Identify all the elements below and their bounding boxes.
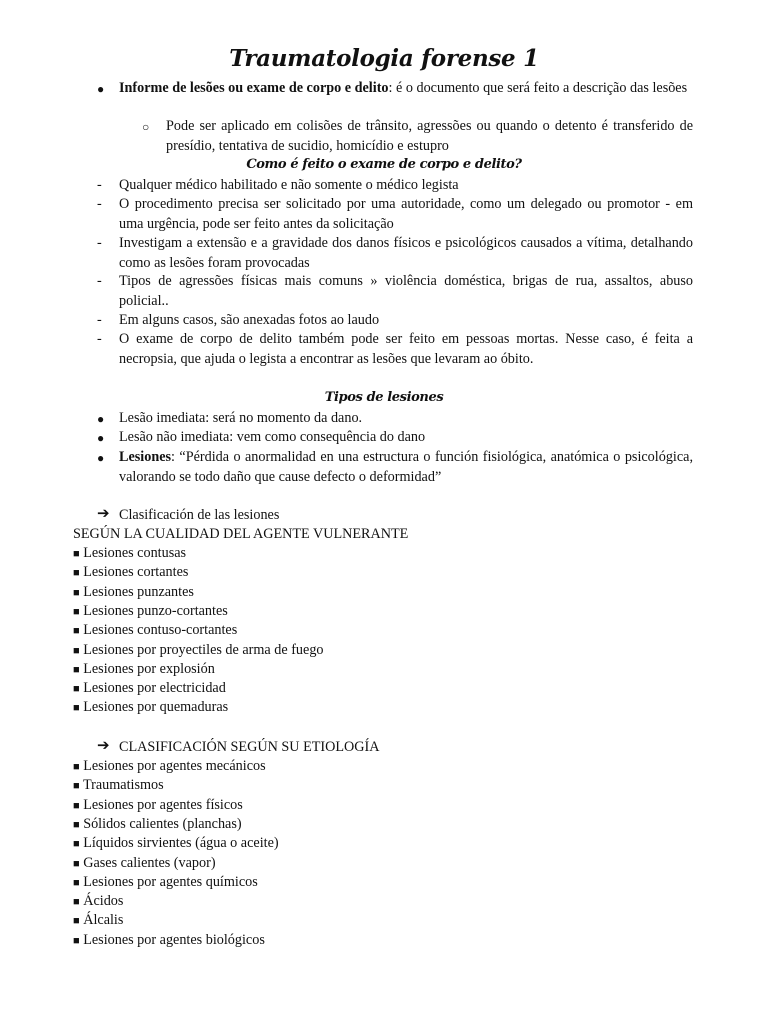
- square-bullet-icon: ■: [73, 683, 80, 696]
- list-item: ■ Lesiones por quemaduras: [73, 699, 229, 716]
- square-bullet-icon: ■: [73, 548, 80, 560]
- bullet-ring-icon: ○: [142, 120, 150, 134]
- square-bullet-icon: ■: [73, 934, 80, 947]
- list-item: ■ Lesiones por agentes mecánicos: [73, 758, 266, 774]
- list-item: ■ Ácidos: [73, 893, 124, 910]
- square-bullet-icon: ■: [73, 915, 80, 928]
- lesion-definition-item: [119, 448, 693, 487]
- bullet-dot-icon: ●: [97, 431, 105, 445]
- etiology-label: CLASIFICACIÓN SEGÚN SU ETIOLOGÍA: [119, 739, 380, 755]
- list-item: ■ Lesiones punzantes: [73, 583, 194, 600]
- dash-marker: -: [97, 177, 102, 193]
- dash-marker: -: [97, 235, 102, 251]
- square-bullet-icon: ■: [73, 567, 80, 580]
- arrow-right-icon: ➔: [97, 506, 110, 522]
- lesion-type-item: Lesão não imediata: vem como consequência do dano: [119, 429, 426, 445]
- list-item: ■ Lesiones por agentes químicos: [73, 873, 258, 890]
- section-heading-lesion-types: Tipos de lesiones: [324, 390, 444, 405]
- square-bullet-icon: ■: [73, 586, 80, 599]
- list-item: ■ Lesiones cortantes: [73, 564, 189, 581]
- lesion-definition-text: : “Pérdida o anormalidad en una estructura o función fisiológica, anatómica o psicológica, valorando se todo daño que cause defecto o deformidad”: [119, 449, 693, 485]
- list-item: ■ Lesiones por proyectiles de arma de fuego: [73, 641, 324, 658]
- lesion-type-item: Lesão imediata: será no momento da dano.: [119, 410, 363, 426]
- intro-bullet-text: : é o documento que será feito a descrição das lesões: [388, 80, 688, 96]
- section-heading-exam: Como é feito o exame de corpo e delito?: [246, 157, 522, 172]
- exam-item: Em alguns casos, são anexadas fotos ao laudo: [119, 312, 380, 328]
- bullet-dot-icon: ●: [97, 451, 105, 465]
- list-item: ■ Sólidos calientes (planchas): [73, 815, 242, 832]
- bullet-dot-icon: ●: [97, 82, 105, 96]
- list-item: ■ Gases calientes (vapor): [73, 854, 216, 871]
- exam-item: Qualquer médico habilitado e não somente o médico legista: [119, 177, 459, 193]
- page-title: Traumatologia forense 1: [229, 45, 539, 72]
- list-item: ■ Álcalis: [73, 912, 124, 929]
- dash-marker: -: [97, 312, 102, 328]
- square-bullet-icon: ■: [73, 761, 80, 773]
- exam-item: Investigam a extensão e a gravidade dos danos físicos e psicológicos causados a vítima, detalhando como as lesões foram provocadas: [119, 235, 693, 271]
- list-item: ■ Lesiones por electricidad: [73, 680, 226, 697]
- square-bullet-icon: ■: [73, 605, 80, 618]
- intro-sub-bullet: Pode ser aplicado em colisões de trânsito, agressões ou quando o detento é transferido de presídio, tentativa de sucidio, homicídio e estupro: [166, 118, 693, 154]
- exam-item: Tipos de agressões físicas mais comuns » violência doméstica, brigas de rua, assaltos, abuso policial..: [119, 273, 693, 309]
- square-bullet-icon: ■: [73, 799, 80, 812]
- square-bullet-icon: ■: [73, 780, 80, 793]
- square-bullet-icon: ■: [73, 838, 80, 851]
- arrow-right-icon: ➔: [97, 738, 110, 754]
- bullet-dot-icon: ●: [97, 412, 105, 426]
- dash-marker: -: [97, 331, 102, 347]
- square-bullet-icon: ■: [73, 625, 80, 638]
- exam-item: O exame de corpo de delito também pode ser feito em pessoas mortas. Nesse caso, é feita a necropsia, que ajuda o legista a encontrar as lesões que levaram ao óbito.: [119, 331, 693, 367]
- intro-bullet: [119, 79, 693, 99]
- square-bullet-icon: ■: [73, 663, 80, 676]
- dash-marker: -: [97, 196, 102, 212]
- list-item: ■ Lesiones por agentes físicos: [73, 796, 243, 813]
- square-bullet-icon: ■: [73, 876, 80, 889]
- classification-label: Clasificación de las lesiones: [119, 507, 280, 523]
- lesion-definition-bold: Lesiones: [119, 449, 172, 465]
- exam-item: O procedimento precisa ser solicitado por uma autoridade, como um delegado ou promotor - em uma urgência, pode ser feito antes da solicitação: [119, 196, 693, 232]
- square-bullet-icon: ■: [73, 818, 80, 831]
- dash-marker: -: [97, 273, 102, 289]
- list-item: ■ Líquidos sirvientes (água o aceite): [73, 835, 279, 852]
- list-item: ■ Traumatismos: [73, 777, 164, 794]
- list-item: ■ Lesiones contuso-cortantes: [73, 622, 238, 639]
- square-bullet-icon: ■: [73, 857, 80, 870]
- square-bullet-icon: ■: [73, 644, 80, 657]
- square-bullet-icon: ■: [73, 896, 80, 909]
- list-item: ■ Lesiones punzo-cortantes: [73, 602, 228, 619]
- list-item: ■ Lesiones por agentes biológicos: [73, 931, 265, 948]
- list-item: ■ Lesiones contusas: [73, 545, 187, 561]
- list-item: ■ Lesiones por explosión: [73, 660, 215, 677]
- classification-group-title: SEGÚN LA CUALIDAD DEL AGENTE VULNERANTE: [73, 526, 409, 542]
- square-bullet-icon: ■: [73, 702, 80, 715]
- intro-bullet-bold: Informe de lesões ou exame de corpo e delito: [119, 80, 389, 96]
